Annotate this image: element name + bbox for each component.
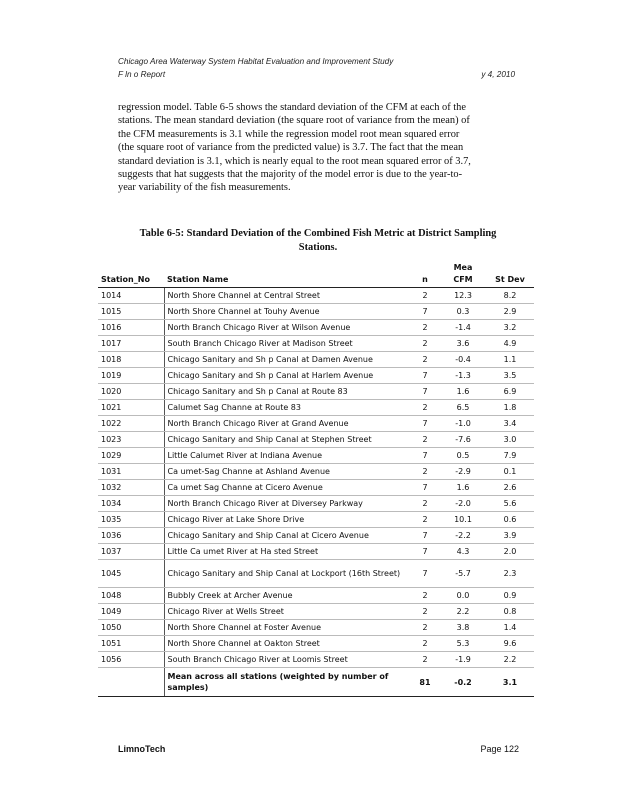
n-cell: 7 xyxy=(410,384,440,400)
stdev-cell: 3.5 xyxy=(486,368,534,384)
stdev-cell: 4.9 xyxy=(486,336,534,352)
cfm-cell: -1.4 xyxy=(440,320,486,336)
n-cell: 2 xyxy=(410,604,440,620)
n-cell: 2 xyxy=(410,512,440,528)
table-row xyxy=(98,544,534,560)
mean-row xyxy=(98,668,534,697)
n-cell: 7 xyxy=(410,528,440,544)
mean-blank-cell xyxy=(98,668,164,697)
mean-stdev-cell: 3.1 xyxy=(486,668,534,697)
stdev-cell: 1.1 xyxy=(486,352,534,368)
n-cell: 2 xyxy=(410,496,440,512)
station-no-cell: 1049 xyxy=(98,604,164,620)
station-name-cell: Chicago Sanitary and Ship Canal at Stephen Street xyxy=(164,432,410,448)
cfm-cell: 4.3 xyxy=(440,544,486,560)
station-no-cell: 1016 xyxy=(98,320,164,336)
n-cell: 2 xyxy=(410,352,440,368)
cfm-cell: 0.5 xyxy=(440,448,486,464)
stdev-cell: 2.6 xyxy=(486,480,534,496)
paragraph-line: suggests that hat suggests that the majority of the model error is due to the year-to- xyxy=(118,169,463,181)
stdev-cell: 6.9 xyxy=(486,384,534,400)
cfm-cell: 3.6 xyxy=(440,336,486,352)
table-row xyxy=(98,448,534,464)
table-row xyxy=(98,464,534,480)
table-header-row xyxy=(98,272,534,288)
n-cell: 2 xyxy=(410,636,440,652)
cfm-cell: -0.4 xyxy=(440,352,486,368)
table-row xyxy=(98,620,534,636)
table-row xyxy=(98,636,534,652)
station-no-cell: 1056 xyxy=(98,652,164,668)
station-no-cell: 1032 xyxy=(98,480,164,496)
station-name-cell: Chicago Sanitary and Sh p Canal at Harlem Avenue xyxy=(164,368,410,384)
stdev-cell: 2.9 xyxy=(486,304,534,320)
station-name-cell: North Shore Channel at Touhy Avenue xyxy=(164,304,410,320)
table-row xyxy=(98,480,534,496)
station-name-cell: Chicago Sanitary and Ship Canal at Lockport (16th Street) xyxy=(164,560,410,588)
station-name-cell: Bubbly Creek at Archer Avenue xyxy=(164,588,410,604)
cfm-cell: -1.0 xyxy=(440,416,486,432)
station-name-cell: Chicago Sanitary and Sh p Canal at Route 83 xyxy=(164,384,410,400)
stdev-cell: 0.8 xyxy=(486,604,534,620)
header-n: n xyxy=(410,272,440,288)
station-no-cell: 1017 xyxy=(98,336,164,352)
cfm-cell: 1.6 xyxy=(440,480,486,496)
paragraph-line: regression model. Table 6-5 shows the standard deviation of the CFM at each of the xyxy=(118,102,466,113)
station-no-cell: 1050 xyxy=(98,620,164,636)
station-no-cell: 1051 xyxy=(98,636,164,652)
paragraph-line: (the square root of variance from the predicted value) is 3.7. The fact that the mean xyxy=(118,142,464,154)
mean-n-cell: 81 xyxy=(410,668,440,697)
cfm-cell: 6.5 xyxy=(440,400,486,416)
station-no-cell: 1034 xyxy=(98,496,164,512)
table-row xyxy=(98,528,534,544)
table-header-row-top xyxy=(98,258,534,272)
stdev-cell: 9.6 xyxy=(486,636,534,652)
stdev-cell: 5.6 xyxy=(486,496,534,512)
station-no-cell: 1021 xyxy=(98,400,164,416)
stdev-cell: 2.0 xyxy=(486,544,534,560)
running-header-subtitle: F ln o Report xyxy=(118,70,166,79)
cfm-cell: -1.3 xyxy=(440,368,486,384)
cfm-cell: 0.0 xyxy=(440,588,486,604)
station-no-cell: 1036 xyxy=(98,528,164,544)
header-stdev: St Dev xyxy=(486,272,534,288)
table-row xyxy=(98,352,534,368)
n-cell: 2 xyxy=(410,400,440,416)
paragraph-line: standard deviation is 3.1, which is nearly equal to the root mean squared error of 3.7, xyxy=(118,155,471,167)
station-name-cell: South Branch Chicago River at Madison Street xyxy=(164,336,410,352)
station-name-cell: Ca umet Sag Channe at Cicero Avenue xyxy=(164,480,410,496)
stdev-cell: 1.4 xyxy=(486,620,534,636)
station-no-cell: 1020 xyxy=(98,384,164,400)
stdev-cell: 0.1 xyxy=(486,464,534,480)
station-name-cell: Little Calumet River at Indiana Avenue xyxy=(164,448,410,464)
n-cell: 7 xyxy=(410,544,440,560)
header-station-name: Station Name xyxy=(164,272,410,288)
mean-label-cell: Mean across all stations (weighted by number of samples) xyxy=(164,668,410,697)
station-name-cell: Chicago Sanitary and Ship Canal at Cicero Avenue xyxy=(164,528,410,544)
station-name-cell: Chicago River at Lake Shore Drive xyxy=(164,512,410,528)
n-cell: 2 xyxy=(410,588,440,604)
station-stdev-table xyxy=(98,258,534,697)
table-row xyxy=(98,400,534,416)
station-name-cell: Calumet Sag Channe at Route 83 xyxy=(164,400,410,416)
cfm-cell: -5.7 xyxy=(440,560,486,588)
station-no-cell: 1031 xyxy=(98,464,164,480)
stdev-cell: 3.9 xyxy=(486,528,534,544)
station-name-cell: South Branch Chicago River at Loomis Street xyxy=(164,652,410,668)
station-name-cell: North Shore Channel at Oakton Street xyxy=(164,636,410,652)
n-cell: 2 xyxy=(410,652,440,668)
n-cell: 7 xyxy=(410,368,440,384)
table-row xyxy=(98,560,534,588)
table-caption-line: Table 6-5: Standard Deviation of the Combined Fish Metric at District Sampling xyxy=(139,228,497,239)
stdev-cell: 2.3 xyxy=(486,560,534,588)
footer-page-number: Page 122 xyxy=(480,744,519,754)
station-no-cell: 1048 xyxy=(98,588,164,604)
paragraph-line: stations. The mean standard deviation (the square root of variance from the mean) of xyxy=(118,115,470,127)
table-caption-line: Stations. xyxy=(298,241,338,253)
mean-cfm-cell: -0.2 xyxy=(440,668,486,697)
n-cell: 2 xyxy=(410,432,440,448)
footer-company: LimnoTech xyxy=(118,744,166,754)
station-name-cell: Chicago Sanitary and Sh p Canal at Damen Avenue xyxy=(164,352,410,368)
n-cell: 2 xyxy=(410,288,440,304)
station-no-cell: 1035 xyxy=(98,512,164,528)
paragraph-line: year variability of the fish measurements. xyxy=(118,182,291,194)
table-row xyxy=(98,512,534,528)
table-row xyxy=(98,496,534,512)
header-station-no: Station_No xyxy=(98,272,164,288)
station-no-cell: 1023 xyxy=(98,432,164,448)
body-paragraph xyxy=(118,101,518,195)
table-row xyxy=(98,416,534,432)
station-name-cell: North Branch Chicago River at Wilson Avenue xyxy=(164,320,410,336)
table-row xyxy=(98,384,534,400)
header-cfm: CFM xyxy=(440,272,486,288)
cfm-cell: -2.9 xyxy=(440,464,486,480)
table-row xyxy=(98,652,534,668)
cfm-cell: 3.8 xyxy=(440,620,486,636)
table-row xyxy=(98,368,534,384)
n-cell: 2 xyxy=(410,620,440,636)
n-cell: 2 xyxy=(410,320,440,336)
table-row xyxy=(98,588,534,604)
station-name-cell: North Shore Channel at Central Street xyxy=(164,288,410,304)
cfm-cell: 0.3 xyxy=(440,304,486,320)
stdev-cell: 0.6 xyxy=(486,512,534,528)
stdev-cell: 8.2 xyxy=(486,288,534,304)
cfm-cell: 5.3 xyxy=(440,636,486,652)
station-name-cell: North Branch Chicago River at Diversey Parkway xyxy=(164,496,410,512)
cfm-cell: 1.6 xyxy=(440,384,486,400)
table-row xyxy=(98,432,534,448)
stdev-cell: 1.8 xyxy=(486,400,534,416)
table-row xyxy=(98,304,534,320)
table-row xyxy=(98,320,534,336)
station-no-cell: 1022 xyxy=(98,416,164,432)
station-name-cell: Little Ca umet River at Ha sted Street xyxy=(164,544,410,560)
station-name-cell: Ca umet-Sag Channe at Ashland Avenue xyxy=(164,464,410,480)
header-mean: Mea xyxy=(453,263,473,272)
stdev-cell: 3.4 xyxy=(486,416,534,432)
station-name-cell: North Branch Chicago River at Grand Avenue xyxy=(164,416,410,432)
station-name-cell: Chicago River at Wells Street xyxy=(164,604,410,620)
station-no-cell: 1019 xyxy=(98,368,164,384)
station-no-cell: 1037 xyxy=(98,544,164,560)
cfm-cell: 12.3 xyxy=(440,288,486,304)
station-no-cell: 1045 xyxy=(98,560,164,588)
station-no-cell: 1014 xyxy=(98,288,164,304)
n-cell: 7 xyxy=(410,304,440,320)
n-cell: 2 xyxy=(410,464,440,480)
stdev-cell: 2.2 xyxy=(486,652,534,668)
paragraph-line: the CFM measurements is 3.1 while the regression model root mean squared error xyxy=(118,128,460,140)
running-header-date: y 4, 2010 xyxy=(481,70,515,79)
stdev-cell: 0.9 xyxy=(486,588,534,604)
stdev-cell: 3.2 xyxy=(486,320,534,336)
cfm-cell: -7.6 xyxy=(440,432,486,448)
n-cell: 7 xyxy=(410,560,440,588)
cfm-cell: 2.2 xyxy=(440,604,486,620)
n-cell: 7 xyxy=(410,480,440,496)
table-row xyxy=(98,604,534,620)
cfm-cell: -2.2 xyxy=(440,528,486,544)
table-row xyxy=(98,288,534,304)
cfm-cell: -1.9 xyxy=(440,652,486,668)
station-name-cell: North Shore Channel at Foster Avenue xyxy=(164,620,410,636)
station-no-cell: 1018 xyxy=(98,352,164,368)
table-caption xyxy=(100,227,536,254)
stdev-cell: 3.0 xyxy=(486,432,534,448)
n-cell: 7 xyxy=(410,448,440,464)
running-header-title: Chicago Area Waterway System Habitat Evaluation and Improvement Study xyxy=(118,57,394,66)
station-no-cell: 1029 xyxy=(98,448,164,464)
cfm-cell: -2.0 xyxy=(440,496,486,512)
n-cell: 2 xyxy=(410,336,440,352)
table-row xyxy=(98,336,534,352)
station-no-cell: 1015 xyxy=(98,304,164,320)
cfm-cell: 10.1 xyxy=(440,512,486,528)
n-cell: 7 xyxy=(410,416,440,432)
stdev-cell: 7.9 xyxy=(486,448,534,464)
